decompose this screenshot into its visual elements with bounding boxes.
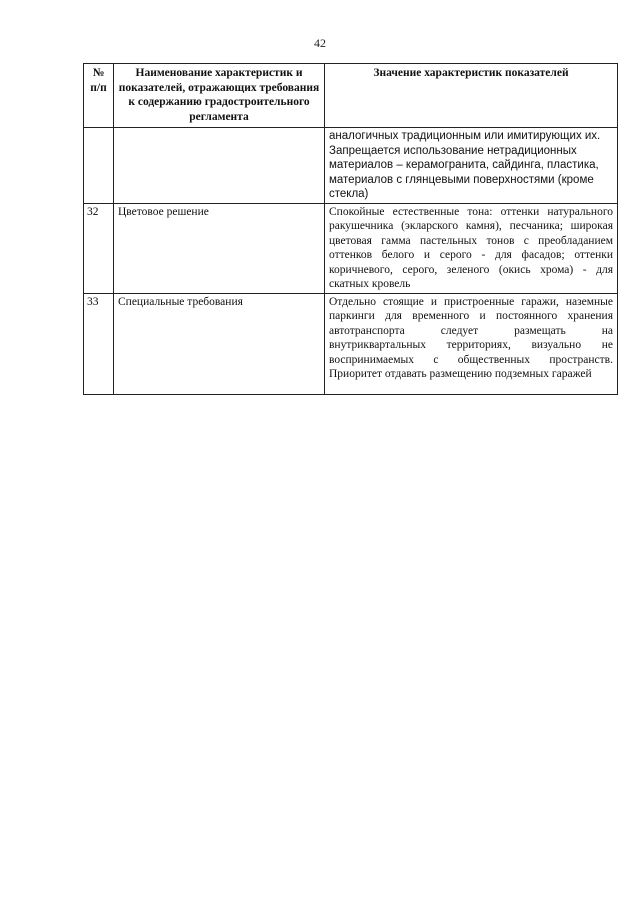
header-value: Значение характеристик показателей xyxy=(325,64,618,128)
regulation-table xyxy=(83,63,618,395)
row-num xyxy=(84,128,114,204)
row-value: Отдельно стоящие и пристроенные гаражи, наземные паркинги для временного и постоянного хранения автотранспорта следует размещать на внутриквартальных территориях, визуально не воспринимаемых с общественных пространств. Приоритет отдавать размещению подземных гаражей xyxy=(325,293,618,394)
table-row xyxy=(84,203,618,293)
row-num: 32 xyxy=(84,203,114,293)
table-row-continuation xyxy=(84,128,618,204)
page-number: 42 xyxy=(314,36,326,50)
table-row xyxy=(84,293,618,394)
table-header-row xyxy=(84,64,618,128)
row-value: аналогичных традиционным или имитирующих их. Запрещается использование нетрадиционных материалов – керамогранита, сайдинга, пластика, материалов с глянцевыми поверхностями (кроме стекла) xyxy=(325,128,618,204)
row-name: Специальные требования xyxy=(114,293,325,394)
header-num: № п/п xyxy=(84,64,114,128)
row-value: Спокойные естественные тона: оттенки натурального ракушечника (экларского камня), песчаника; широкая цветовая гамма пастельных тонов с преобладанием оттенков белого и серого - для фасадов; оттенки коричневого, серого, зеленого (окись хрома) - для скатных кровель xyxy=(325,203,618,293)
row-name xyxy=(114,128,325,204)
row-name: Цветовое решение xyxy=(114,203,325,293)
header-name: Наименование характеристик и показателей, отражающих требования к содержанию градостроительного регламента xyxy=(114,64,325,128)
row-num: 33 xyxy=(84,293,114,394)
